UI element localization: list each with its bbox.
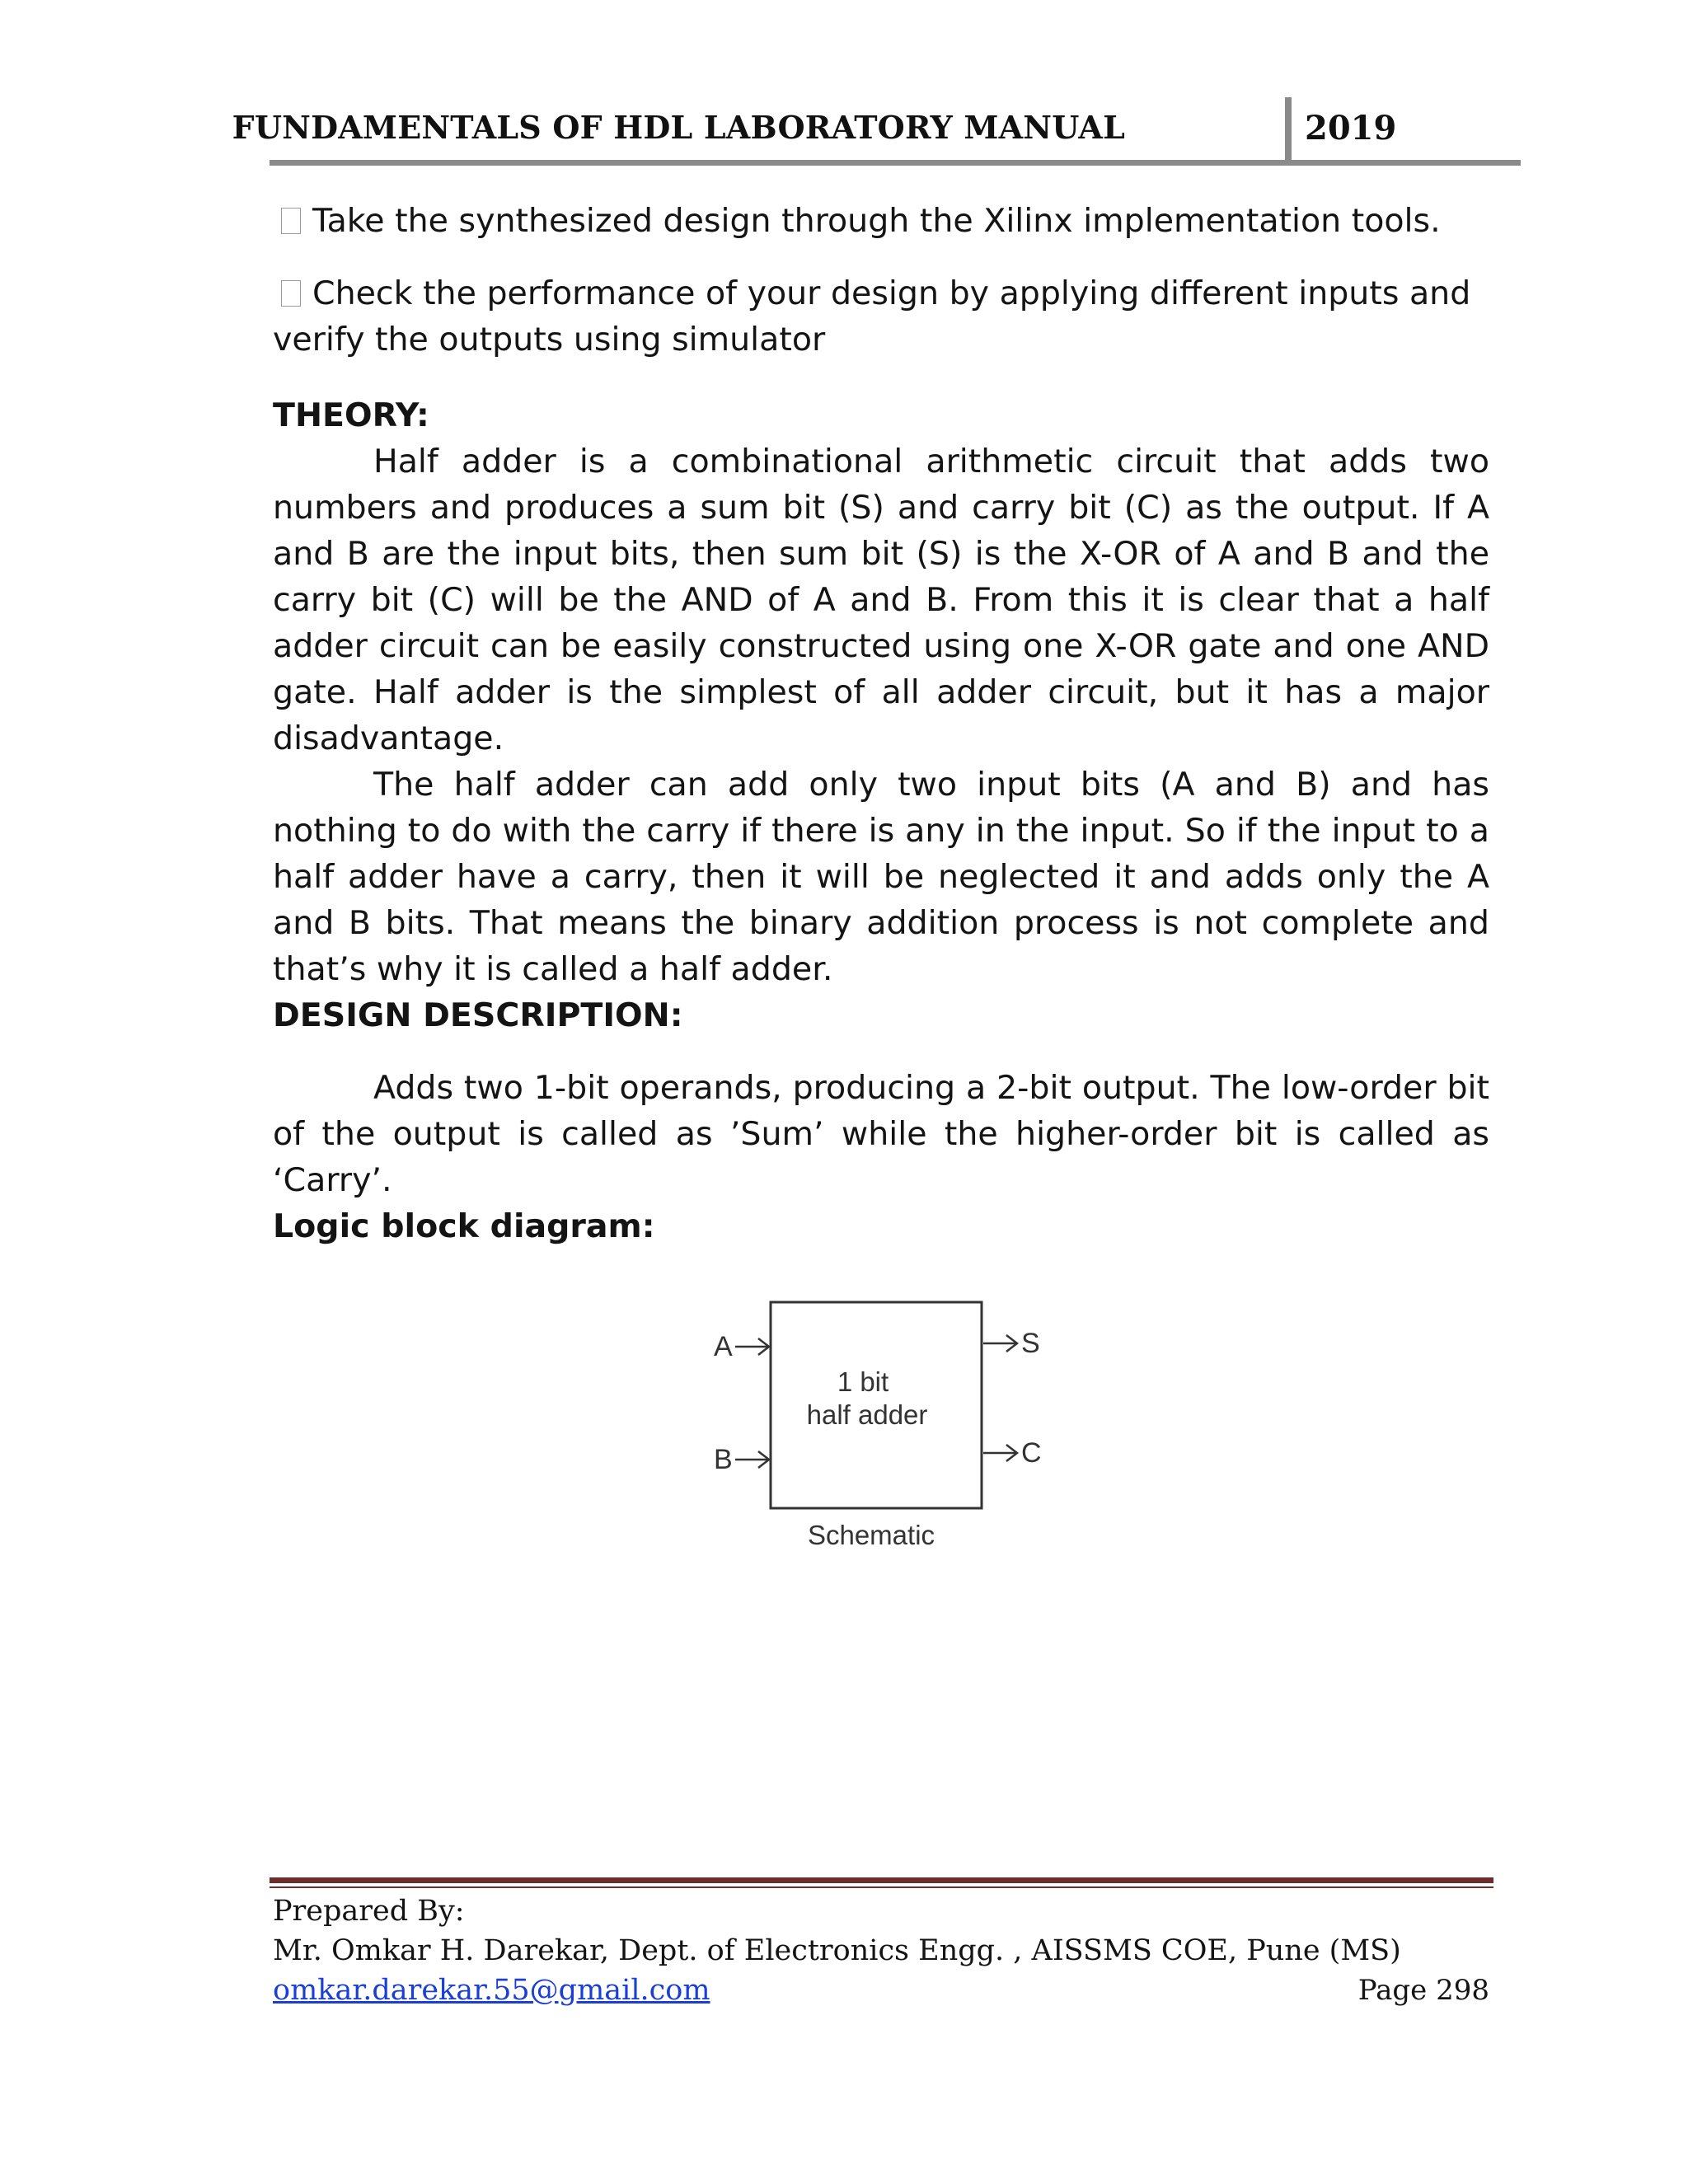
page-footer <box>273 1891 1493 2010</box>
header-title: FUNDAMENTALS OF HDL LABORATORY MANUAL <box>232 109 1125 146</box>
diagram-caption: Schematic <box>807 1520 935 1550</box>
bullet-item <box>273 198 1489 244</box>
box-label-line2: half adder <box>806 1399 928 1430</box>
header-rule <box>270 160 1521 166</box>
half-adder-box <box>771 1302 982 1508</box>
theory-paragraph-2: The half adder can add only two input bits (A and B) and has nothing to do with the carry if there is any in the input. So if the input to a half adder have a carry, then it will be neglected it and adds only the A and B bits. That means the binary addition process is not complete and that’s why it is called a half adder. <box>273 766 1489 988</box>
design-heading: DESIGN DESCRIPTION: <box>273 996 683 1034</box>
output-s-label: S <box>1021 1328 1040 1359</box>
footer-prepared-by: Prepared By: <box>273 1895 465 1928</box>
theory-paragraph-1: Half adder is a combinational arithmetic circuit that adds two numbers and produces a sum bit (S) and carry bit (C) as the output. If A and B are the input bits, then sum bit (S) is the X-OR of A and B and the carry bit (C) will be the AND of A and B. From this it is clear that a half adder circuit can be easily constructed using one X-OR gate and one AND gate. Half adder is the simplest of all adder circuit, but it has a major disadvantage. <box>273 443 1489 757</box>
input-a-arrow-icon <box>758 1338 769 1355</box>
page-content <box>273 198 1489 1249</box>
bullet-box-icon <box>281 280 301 307</box>
header-year: 2019 <box>1305 109 1397 148</box>
design-paragraph: Adds two 1-bit operands, producing a 2-bit output. The low-order bit of the output is called as ’Sum’ while the higher-order bit is called as ‘Carry’. <box>273 1069 1489 1199</box>
bullet-box-icon <box>281 208 301 234</box>
bullet-text: Take the synthesized design through the Xilinx implementation tools. <box>312 202 1441 240</box>
footer-rule <box>270 1877 1493 1883</box>
bullet-text: Check the performance of your design by applying different inputs and verify the outputs using simulator <box>273 274 1471 359</box>
output-c-arrow-icon <box>1006 1445 1017 1461</box>
footer-page-number: Page 298 <box>1357 1974 1489 2007</box>
theory-heading: THEORY: <box>273 396 429 434</box>
bullet-item <box>273 270 1489 363</box>
output-s-arrow-icon <box>1006 1335 1017 1352</box>
input-b-label: B <box>714 1444 733 1475</box>
input-a-label: A <box>714 1331 733 1362</box>
output-c-label: C <box>1021 1437 1042 1469</box>
footer-email-link[interactable]: omkar.darekar.55@gmail.com <box>273 1974 710 2007</box>
input-b-arrow-icon <box>758 1451 769 1468</box>
header-separator <box>1285 97 1292 162</box>
footer-rule-thin <box>270 1886 1493 1888</box>
page-header <box>232 97 1521 166</box>
footer-author: Mr. Omkar H. Darekar, Dept. of Electronics Engg. , AISSMS COE, Pune (MS) <box>273 1934 1401 1967</box>
box-label-line1: 1 bit <box>837 1366 889 1397</box>
logic-heading: Logic block diagram: <box>273 1207 655 1245</box>
